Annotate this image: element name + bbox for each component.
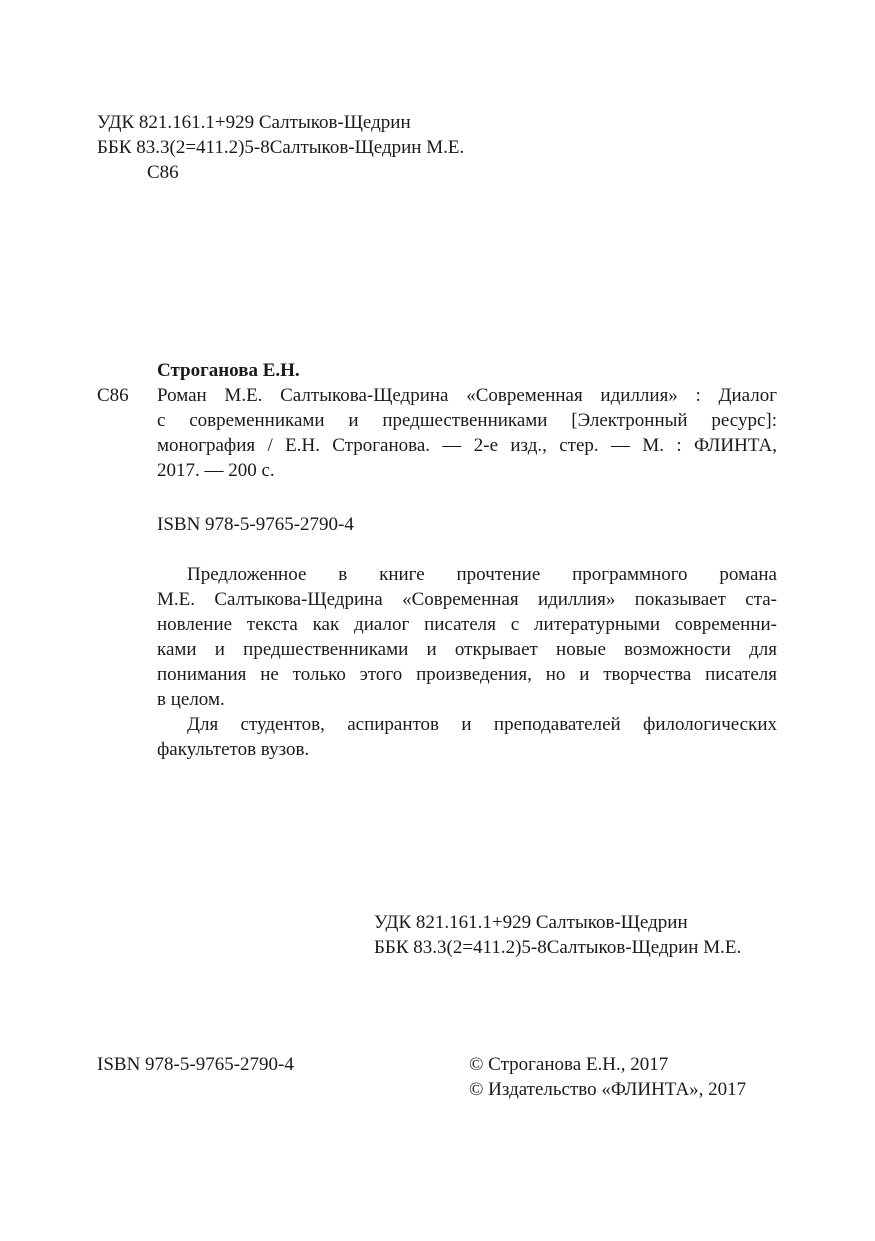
- annotation-line: факультетов вузов.: [157, 739, 310, 760]
- annotation-line: ками и предшественниками и открывает новые возможности для: [157, 639, 777, 660]
- annotation-line: Предложенное в книге прочтение программного романа: [187, 564, 777, 585]
- copyright-author: © Строганова Е.Н., 2017: [469, 1054, 669, 1075]
- card-author-mark: С86: [97, 385, 129, 406]
- bbk-index: ББК 83.3(2=411.2)5-8Салтыков-Щедрин М.Е.: [97, 137, 465, 158]
- footer-bbk-index: ББК 83.3(2=411.2)5-8Салтыков-Щедрин М.Е.: [374, 937, 742, 958]
- annotation: [157, 562, 777, 762]
- annotation-line: в целом.: [157, 689, 225, 710]
- bibliographic-description: [157, 383, 777, 483]
- author-name: Строганова Е.Н.: [157, 360, 300, 381]
- copyright-publisher: © Издательство «ФЛИНТА», 2017: [469, 1079, 747, 1100]
- description-line: монография / Е.Н. Строганова. — 2-е изд., стер. — М. : ФЛИНТА,: [157, 435, 777, 456]
- annotation-line: понимания не только этого произведения, но и творчества писателя: [157, 664, 777, 685]
- author-mark: С86: [147, 162, 179, 183]
- description-line: 2017. — 200 с.: [157, 460, 275, 481]
- description-line: Роман М.Е. Салтыкова-Щедрина «Современная идиллия» : Диалог: [157, 385, 777, 406]
- card-isbn: ISBN 978-5-9765-2790-4: [157, 514, 354, 535]
- udk-index: УДК 821.161.1+929 Салтыков-Щедрин: [97, 112, 411, 133]
- description-line: с современниками и предшественниками [Электронный ресурс]:: [157, 410, 777, 431]
- footer-isbn: ISBN 978-5-9765-2790-4: [97, 1054, 294, 1075]
- annotation-line: М.Е. Салтыкова-Щедрина «Современная идиллия» показывает ста-: [157, 589, 777, 610]
- footer-udk-index: УДК 821.161.1+929 Салтыков-Щедрин: [374, 912, 688, 933]
- annotation-line: новление текста как диалог писателя с литературными современни-: [157, 614, 777, 635]
- annotation-line: Для студентов, аспирантов и преподавателей филологических: [187, 714, 777, 735]
